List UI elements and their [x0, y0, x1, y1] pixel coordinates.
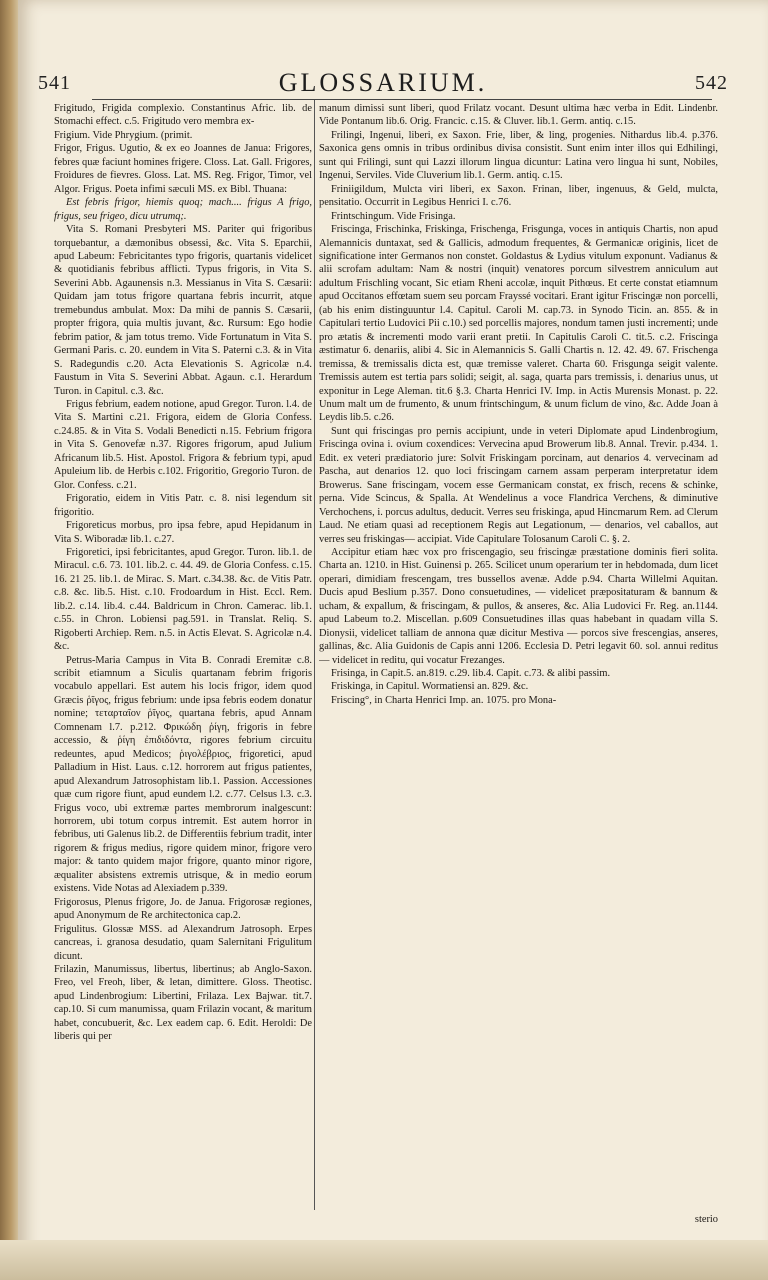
page-number-right: 542 — [695, 72, 728, 94]
entry-friskinga: Friskinga, in Capitul. Wormatiensi an. 829. &c. — [331, 681, 529, 693]
paragraph-friscingas-pernis: Sunt qui friscingas pro pernis accipiunt, unde in veteri Diplomate apud Lindenbrogium, Friscinga ovina i. ovium coxendices: Vervecina apud Browerum lib.8. Annal. Trevir. p.434. 1. Edit. ex veteri prædiatorio jure: Solvit Friskingam porcinam, aut denarios 4. vervecinam ad Pascha, aut denarios 12. quo loci friscingam carnem assam perperam interpretatur idem Browerus. Sane friscingam, vocem esse Germanicam constat, ex frisch, recens & schinke, perna. Vide Scincus, & Spalla. At Wendelinus a voce Flandrica Verchens, & diminutive Verchochens, i. porcus adultus, deducit. Verres seu friskinga, apud Hincmarum Rem. ad Clerum Laud. Ne etiam quasi ad receptionem Regis aut Legationum, — denarios, vel caballos, aut verres seu friskingas— accipiat. Vide Capitulare Tolosanum Caroli C. §. 2. — [319, 425, 718, 545]
entry-frigus-febrium: Frigus febrium, eadem notione, apud Gregor. Turon. l.4. de Vita S. Martini c.21. Frigora, eidem de Gloria Confess. c.24.85. & in Vita S. Vodali Benedicti n.15. Febrium frigora in Vita S. Genovefæ n.37. Rigores frigorum, apud Julium Africanum lib.5. Hist. Apostol. Frigora & febrium typi, apud Apuleium lib. de Herbis c.102. Frigoritio, Gregorio Turon. de Glor. Confess. c.21. — [54, 398, 312, 491]
paragraph-vita-romani: Vita S. Romani Presbyteri MS. Pariter qui frigoribus torquebantur, a dæmonibus obsessi, &c. Vita S. Eparchii, apud Labeum: Febricitantes typo frigoris, quartanis videlicet & quotidianis febribus afflicti. Typus frigoris, in Vita S. Severini Abb. Agaunensis n.3. Messianus in Vita S. Cæsarii: Quidam jam totus frigore quartana febris incurrit, atque tremebundus ambulat. Mox: Da mihi de pannis S. Cæsarii, propter frigora, quia multis juvant, &c. Rursum: Ego hodie febrim patior, & jam totus tremo. Vide Fortunatum in Vita S. Germani Paris. c. 20. eundem in Vita S. Paterni c.3. & in Vita S. Radegundis c.20. Acta Elevationis S. Agricolæ n.4. Faustum in Vita S. Severini Abbat. Agaun. c.1. Herardum Turon. in Capitul. c.3. &c. — [54, 224, 312, 397]
entry-frigoratio: Frigoratio, eidem in Vitis Patr. c. 8. nisi legendum sit frigoritio. — [54, 493, 312, 518]
entry-frilingi: Frilingi, Ingenui, liberi, ex Saxon. Frie, liber, & ling, progenies. Nithardus lib.4. p.376. Saxonica gens omnis in tribus ordinibus divisa consistit. Sunt enim inter illos qui Edhilingi, sunt qui Frilingi, sunt qui Lazzi illorum lingua dicuntur: Latina vero lingua hi sunt, Nobiles, Ingenui, Serviles. Vide Cluverium lib.1. Germ. antiq. c.15. — [319, 129, 718, 182]
paragraph-continuation: manum dimissi sunt liberi, quod Frilatz vocant. Desunt ultima hæc verba in Edit. Lindenbr. Vide Pontanum lib.6. Orig. Francic. c.15. & Cluver. lib.1. Germ. antiq. c.15. — [319, 103, 718, 128]
page-header — [38, 68, 728, 102]
left-column — [54, 102, 312, 1214]
catchword: sterio — [694, 1214, 718, 1225]
entry-frisinga: Frisinga, in Capit.5. an.819. c.29. lib.4. Capit. c.73. & alibi passim. — [331, 668, 611, 680]
column-divider — [314, 100, 315, 1210]
entry-frigoreticus: Frigoreticus morbus, pro ipsa febre, apud Hepidanum in Vita S. Wiboradæ lib.1. c.27. — [54, 520, 312, 545]
running-title: GLOSSARIUM. — [278, 68, 488, 97]
entry-frintschingum: Frintschingum. Vide Frisinga. — [331, 210, 456, 222]
entry-friniigildum: Friniigildum, Mulcta viri liberi, ex Saxon. Frinan, liber, ingenuus, & Geld, mulcta, pensitatio. Occurrit in Legibus Henrici I. c.76. — [319, 183, 718, 209]
entry-frilazin: Frilazin, Manumissus, libertus, libertinus; ab Anglo-Saxon. Freo, vel Freoh, liber, & letan, dimittere. Gloss. Theotisc. apud Lindenbrogium: Libertini, Frilaza. Lex Bajwar. tit.7. cap.10. Si cum manumissa, quam Frilazin vocant, & maritum habet, concubuerit, &c. Lex eadem cap. 6. Edit. Heroldi: De liberis qui per — [54, 964, 312, 1043]
book-binding — [0, 0, 20, 1280]
header-rule — [92, 99, 712, 100]
verse-quote: Est febris frigor, hiemis quoq; mach.... frigus A frigo, frigus, seu frigeo, dicu utrumq;. — [54, 197, 312, 222]
page-number-left: 541 — [38, 72, 71, 94]
entry-frigium: Frigium. Vide Phrygium. (primit. — [54, 129, 193, 141]
page-bottom-edge — [0, 1240, 768, 1280]
entry-frigoretici: Frigoretici, ipsi febricitantes, apud Gregor. Turon. lib.1. de Miracul. c.6. 73. 101. lib.2. c. 44. 49. de Gloria Confess. c.15. 16. 21 25. lib.1. de Mirac. S. Mart. c.34.38. &c. de Vitis Patr. c.8. &c. lib.5. Hist. c.10. Frodoardum in Hist. Eccl. Rem. lib.2. c.14. lib.4. c.44. Baldricum in Chron. Camerac. lib.1. c.55. in Chron. Lobiensi pag.591. in Translat. Reliq. S. Rigoberti Archiep. Rem. n.5. in Actis Elevat. S. Agricolæ n.4. &c. — [54, 546, 312, 653]
paragraph-friscengagio: Accipitur etiam hæc vox pro friscengagio, seu friscingæ præstatione dominis fieri solita. Charta an. 1210. in Hist. Guinensi p. 265. Scilicet unum operarium ter in hebdomada, dum licet operari, dimidiam frescengam, tres bussellos avenæ. Adde p.94. Charta Willelmi Aquitan. Ducis apud Beslium p.357. Dono consuetudines, — videlicet præpositaturam & bannum & ucham, & expallum, & friscingam, & pullos, & anseres, &c. Alia Ludovici Fr. Reg. an.1144. apud Labeum to.2. Miscellan. p.609 Consuetudines illas quas habebant in quadam villa S. Dionysii, videlicet talliam de annona quæ dicitur Mestiva — porcos sive frescengias, anseres, gallinas, &c. Alia Guidonis de Capis anni 1206. Ecclesia D. Petri legavit 60. sol. annui reditus — videlicet in reditu, qui vocatur Frezanges. — [319, 546, 718, 666]
entry-frigulitus: Frigulitus. Glossæ MSS. ad Alexandrum Jatrosoph. Erpes cancreas, i. granosa desudatio, quam Salernitani Frigulitum dicunt. — [54, 923, 312, 962]
entry-friscing: Friscing°, in Charta Henrici Imp. an. 1075. pro Mona- — [331, 694, 557, 706]
entry-frigitudo: Frigitudo, Frigida complexio. Constantinus Afric. lib. de Stomachi effect. c.5. Frigitudo vero membra ex- — [54, 103, 312, 128]
entry-frigorosus: Frigorosus, Plenus frigore, Jo. de Janua. Frigorosæ regiones, apud Anonymum de Re architectonica cap.2. — [54, 896, 312, 922]
paragraph-campus: Petrus-Maria Campus in Vita B. Conradi Eremitæ c.8. scribit etiamnum a Siculis quartanam febrim frigoris vocabulo appellari. Est autem his locis frigor, idem quod Græcis ῥῖγος, frigus febrium: unde ipsa febris eodem donatur nomine; τεταρταῖον ῥῖγος, quartana febris, apud Annam Comnenam l.7. p.212. Φρικώδη ῥίγη, frigoris in febre accessio, & ῥίγη ἐπιδιδόντα, rigores febrium circuitu redeuntes, apud Medicos; ῥιγολέβριος, frigoretici, apud Palladium in Hist. Laus. c.12. horrorem aut frigus patientes, apud Alexandrum Jatrosophistam lib.1. Passion. Accessiones quæ cum rigore fiunt, apud eundem l.2. c.77. Celsus l.3. c.3. Frigus voco, ubi extremæ partes membrorum inalgescunt: horrorem, ubi totum corpus intremit. Est autem horror in febribus, uti Galenus lib.2. de Differentiis febrium tradit, inter rigorem & frigus medius, rigore quidem minor, frigore vero major: & tanto quidem major frigore, quanto minor rigore, æqualiter absistens extremis utrisque, & in medio eorum existens. Vide Notas ad Alexiadem p.339. — [54, 654, 312, 895]
right-column — [319, 102, 718, 1214]
entry-frigor: Frigor, Frigus. Ugutio, & ex eo Joannes de Janua: Frigores, febres quæ faciunt homines frigere. Closs. Lat. Gall. Frigores, Froidures de fievres. Gloss. Lat. MS. Reg. Frigor, Timor, vel Algor. Frigus. Poeta infimi sæculi MS. ex Bibl. Thuana: — [54, 143, 312, 195]
entry-friscinga: Friscinga, Frischinka, Friskinga, Frischenga, Frisgunga, voces in antiquis Chartis, non apud Alemannicis duntaxat, sed & Gallicis, admodum frequentes, & Germanicæ originis, licet de significatione inter Germanos non constet. Goldastus & Lydius vitulum exponunt. Vadianus & alii scrofam adultam: Nam & nostri (inquit) venatores porcum silvestrem anniculum aut adultum Frischling vocant, Sic etiam Rheni accolæ, inquit Pithœus. Et certe constat etiamnum apud Occitanos effœtam suem seu porcam Frayssé vocitari. Erant igitur Friscingæ non porcelli, (ab his enim distinguuntur l.4. Capitul. Caroli M. cap.73. in Synodo Ticin. an. 855. & in Capitulari tertio Ludovici Pii c.10.) sed porcellis majores, nondum tamen justi incrementi; unde pro ætatis & incrementi modo varii erant pretii. In Capitulis Caroli C. tit.5. c.2. Friscinga æstimatur 6. denariis, alibi 4. Sic in Alemannicis S. Galli Chartis n. 12. 42. 49. 67. Frischenga tremissa, & tremissalis dicta est, quæ tremisse valeret. Charta 60. Frisgunga seigit valente. Tremissis autem est tertia pars solidi; seigit, al. saga, quarta pars tremissis, i. denarius unus, ut exponitur in Lege Aleman. tit.6 §.3. Charta Henrici IV. Imp. in Actis Murensis Monast. p. 22. Unum malt um de frumento, & unum frintschingum, & unum ficlum de vino, &c. Adde Joan à Leydis lib.5. c.26. — [319, 224, 718, 424]
